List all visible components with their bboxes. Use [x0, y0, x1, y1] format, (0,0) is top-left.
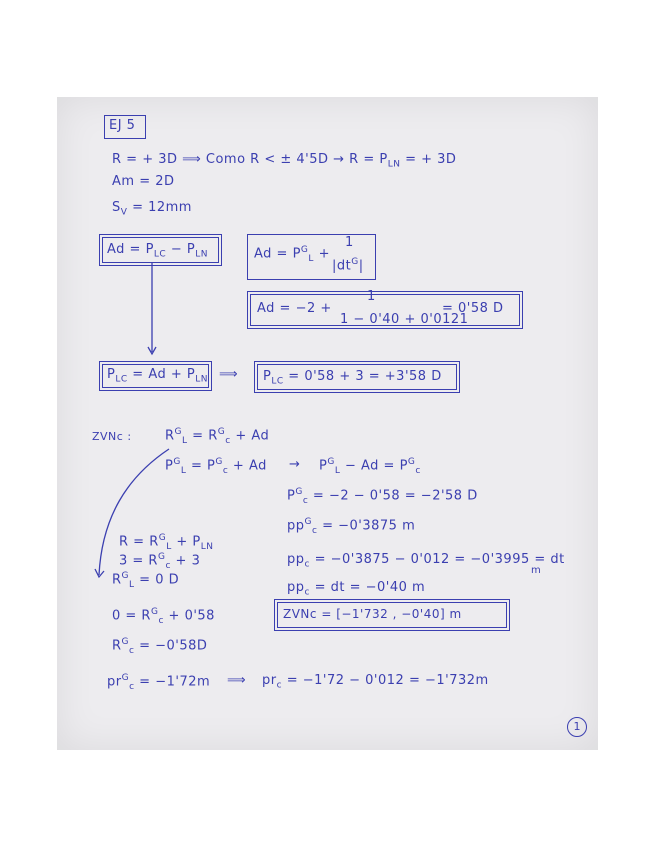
zvn-result: ZVNc = [−1'732 , −0'40] m [283, 607, 462, 621]
implies-arrow: ⟹ [219, 367, 239, 382]
zvn-eq-2: $P^G_L = P^G_c + Ad$ [165, 457, 267, 476]
rc-eq: $R^G_c = -0'58D$ [112, 637, 208, 656]
zvn-eq-2-right: $P^G_L - Ad = P^G_c$ [319, 457, 421, 476]
ppc-g-value: $pp^G_c = -0'3875$ m [287, 517, 416, 536]
r-eq-2: $3 = R^G_c + 3$ [119, 552, 201, 571]
prc-final: $pr_c = -1'72 - 0'012 = -1'732m$ [262, 673, 489, 691]
fraction-1-denominator: $|dt^G|$ [332, 257, 364, 274]
r-eq-1: $R = R^G_L + P_{LN}$ [119, 533, 214, 552]
curved-connector-line [99, 449, 169, 575]
plc-formula: $P_{LC} = Ad + P_{LN}$ [107, 367, 208, 385]
notebook-page [57, 97, 598, 750]
page-number: 1 [567, 717, 587, 737]
zvn-label: ZVNc : [92, 430, 132, 443]
fraction-1-numerator: 1 [345, 235, 354, 250]
exercise-title: EJ 5 [109, 118, 136, 133]
fraction-2-denominator: 1 − 0'40 + 0'0121 [340, 312, 469, 327]
ad-formula: $Ad = P_{LC} - P_{LN}$ [107, 242, 208, 260]
zvn-arrow-2: → [289, 457, 301, 472]
ad-calculation-result: = 0'58 D [442, 301, 504, 316]
given-line-1: R = + 3D ⟹ Como R < ± $4'5D \to R = P_{LN}$ = + 3D [112, 152, 457, 170]
plc-result: $P_{LC} = 0'58 + 3 = +3'58$ D [263, 369, 442, 387]
given-line-3: $S_V = 12mm$ [112, 200, 192, 218]
connector-lines [57, 97, 598, 750]
fraction-2-numerator: 1 [367, 289, 376, 304]
ad-vertex-formula: $Ad = P^G_L$ + [254, 245, 330, 264]
r-eq-3: $R^G_L = 0$ D [112, 571, 180, 590]
prc-g: $pr^G_c = -1'72m$ [107, 673, 211, 692]
pc-g-calc: $P^G_c = -2 - 0'58 = -2'58$ D [287, 487, 478, 506]
zvn-eq-1: $R^G_L = R^G_c + Ad$ [165, 427, 270, 446]
ppc-calc: $pp_c = -0'3875 - 0'012 = -0'3995$ = dt [287, 552, 565, 570]
zero-eq: $0 = R^G_c + 0'58$ [112, 607, 215, 626]
ad-calculation-left: Ad = −2 + [257, 301, 332, 316]
ppc-calc-unit: m [531, 565, 542, 576]
prc-arrow: ⟹ [227, 673, 247, 688]
given-line-2: Am = 2D [112, 174, 175, 189]
ppc-dt-value: $pp_c$ = dt = −0'40 m [287, 580, 426, 598]
